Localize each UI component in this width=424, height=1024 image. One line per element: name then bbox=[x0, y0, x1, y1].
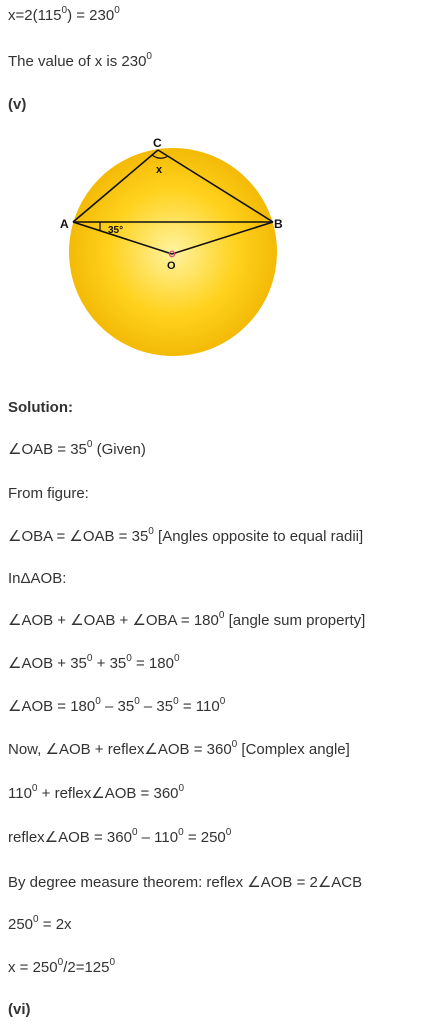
text-line-250-eq-2x: $250^0 = 2x$ bbox=[8, 914, 72, 933]
label-b: B bbox=[274, 217, 283, 231]
label-x: x bbox=[156, 164, 163, 176]
label-o: O bbox=[167, 260, 176, 272]
label-angle-35: 35° bbox=[108, 225, 124, 236]
text-line-x-equals: $x=2(115^0) = 230^0$ bbox=[8, 5, 120, 24]
text-line-aob-equals: ∠AOB = $180^0 - 35^0 - 35^0 = 110^0$ bbox=[8, 696, 226, 715]
label-a: A bbox=[60, 217, 69, 231]
text-line-from-figure: From figure: bbox=[8, 485, 89, 502]
text-line-oba-equals: ∠OBA = ∠OAB = $35^0$ [Angles opposite to equal radii] bbox=[8, 526, 364, 545]
text-line-x-result: $x = 250^0/2=125^0$ bbox=[8, 957, 116, 976]
text-line-aob-plus: ∠AOB + $35^0 + 35^0 = 180^0$ bbox=[8, 653, 180, 672]
text-line-angle-sum: ∠AOB + ∠OAB + ∠OBA = $180^0$ [angle sum property] bbox=[8, 610, 366, 629]
text-line-oab-given: ∠OAB = $35^0$ (Given) bbox=[8, 439, 146, 458]
section-heading-vi: (vi) bbox=[8, 1001, 31, 1018]
solution-heading: Solution: bbox=[8, 399, 73, 416]
text-line-degree-theorem: By degree measure theorem: reflex ∠AOB = 2∠ACB bbox=[8, 874, 363, 891]
label-c: C bbox=[153, 136, 162, 150]
circle-figure bbox=[58, 134, 288, 366]
text-line-reflex-equals: reflex∠AOB = $360^0 - 110^0 = 250^0$ bbox=[8, 827, 232, 846]
text-line-in-triangle: InΔAOB: bbox=[8, 570, 67, 587]
text-line-now-reflex: Now, ∠AOB + reflex∠AOB = $360^0$ [Complex angle] bbox=[8, 739, 350, 758]
text-line-110-plus: $110^0$ + reflex∠AOB = $360^0$ bbox=[8, 783, 185, 802]
section-heading-v: (v) bbox=[8, 96, 27, 113]
text-line-value-of-x: The value of x is $230^0$ bbox=[8, 51, 152, 70]
